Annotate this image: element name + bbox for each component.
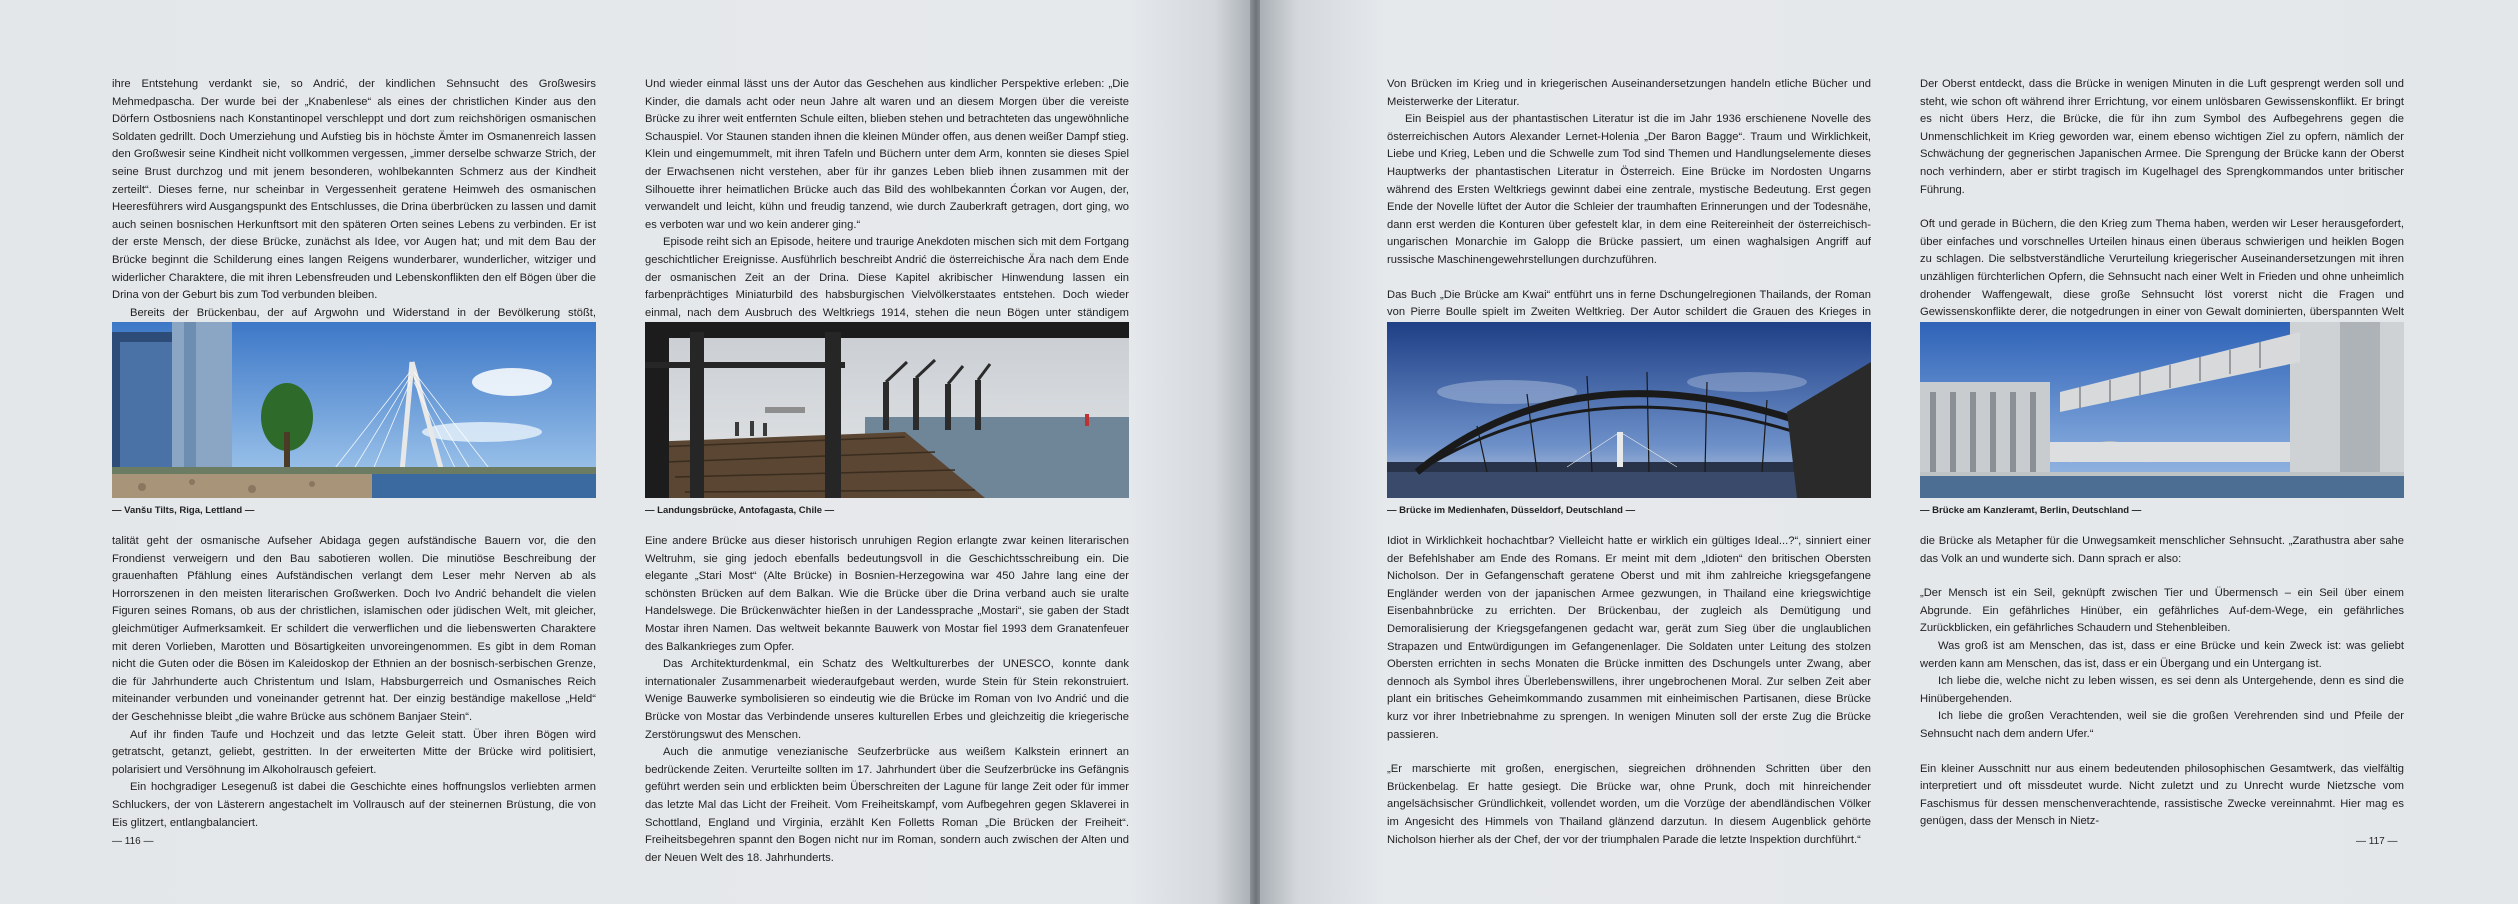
photo-medienhafen bbox=[1387, 322, 1871, 498]
paragraph: Eine andere Brücke aus dieser historisch unruhigen Region erlangte zwar keinen literarischen Weltruhm, sie ging jedoch ebenfalls bedeutungsvoll in die Geschichtsschreibung ein. Die elegante „Stari Most“ (Alte Brücke) in Bosnien-Herzegowina war 450 Jahre lang eine der schönsten Brücken auf dem Balkan. Wie die Brücke über die Drina verband auch sie uralte Handelswege. Die Brückenwächter hießen in der Landessprache „Mostari“, sie gaben der Stadt Mostar ihren Namen. Das weltweit bekannte Bauwerk von Mostar fiel 1993 dem Granatenfeuer des Balkankrieges zum Opfer. bbox=[645, 535, 1129, 653]
right-col3-top bbox=[1387, 76, 1871, 357]
photo-caption: — Landungsbrücke, Antofagasta, Chile — bbox=[645, 505, 835, 516]
paragraph: Ein Beispiel aus der phantastischen Literatur ist die im Jahr 1936 erschienene Novelle des österreichischen Autors Alexander Lernet-Holenia „Der Baron Bagge“. Traum und Wirklichkeit, Liebe und Krieg, Leben und die Schwelle zum Tod sind Themen und Handlungselemente dieses Hauptwerks der phantastischen Literatur in Österreich. Eine Brücke im Nordosten Ungarns während des Ersten Weltkriegs gewinnt dabei eine zentrale, mystische Bedeutung. Erst gegen Ende der Novelle lüftet der Autor die Schleier der traumhaften Erinnerungen und der Todesnähe, dann erst werden die Konturen über gefestelt klar, in dem eine Reitereinheit der österreichisch-ungarischen Monarchie im Galopp die Brücke passiert, um einen waghalsigen Angriff auf russische Maschinengewehrstellungen durchzuführen. bbox=[1387, 113, 1871, 266]
right-col3-bottom bbox=[1387, 533, 1871, 849]
paragraph: Das Architekturdenkmal, ein Schatz des Weltkulturerbes der UNESCO, konnte dank internationaler Zusammenarbeit wiederaufgebaut werden, wurde Stein für Stein rekonstruiert. Wenige Bauwerke symbolisieren so eindeutig wie die Brücke im Roman von Ivo Andrić und die Brücke von Mostar das Verbindende unseres kulturellen Erbes und gleichzeitig die kriegerische Zerstörungswut des Menschen. bbox=[645, 658, 1129, 741]
left-col2-bottom bbox=[645, 533, 1129, 867]
page-number: — 117 — bbox=[2356, 836, 2398, 847]
paragraph: die Brücke als Metapher für die Unwegsamkeit menschlicher Sehnsucht. „Zarathustra aber sahe das Volk an und wunderte sich. Dann sprach er also: bbox=[1920, 535, 2404, 565]
left-page bbox=[0, 0, 1252, 904]
photo-kanzleramt bbox=[1920, 322, 2404, 498]
bridge-photo-image bbox=[112, 322, 596, 498]
paragraph: Auf ihr finden Taufe und Hochzeit und das letzte Geleit statt. Über ihren Bögen wird getratscht, getanzt, geliebt, gestritten. In der erweiterten Mitte der Brücke wird politisiert, polarisiert und Versöhnung im Alkoholrausch gefeiert. bbox=[112, 728, 596, 776]
paragraph: Ein kleiner Ausschnitt nur aus einem bedeutenden philosophischen Gesamtwerk, das vielfältig interpretiert und oft missdeutet wurde. Nicht zuletzt und zu Unrecht wurde Nietzsche vom Faschismus für dessen menschenverachtende, rassistische Zwecke vereinnahmt. Hier mag es genügen, dass der Mensch in Nietz- bbox=[1920, 762, 2404, 828]
footbridge-photo-image bbox=[1920, 322, 2404, 498]
quote-paragraph: „Er marschierte mit großen, energischen, siegreichen dröhnenden Schritten über den Brückenbelag. Er hatte gesiegt. Die Brücke war, ohne Prunk, doch mit hinreichender angelsächsischer Gründlichkeit, vollendet worden, um die Vorzüge der abendländischen Völker im Angesicht des Himmels von Thailand glänzend darzutun. In diesem Augenblick gehörte Nicholson hierher als der Chef, der vor der triumphalen Parade die letzte Inspektion durchführt.“ bbox=[1387, 763, 1871, 846]
paragraph: Oft und gerade in Büchern, die den Krieg zum Thema haben, werden wir Leser herausgefordert, über einfaches und vorschnelles Urteilen hinaus einen überaus schwierigen und heiklen Bogen zu schlagen. Die selbstverständliche Verurteilung kriegerischer Auseinandersetzungen mit ihren unzähligen fürchterlichen Opfern, die Sehnsucht nach einer Welt in Frieden und ohne unheimlich drohender Waffengewalt, diese große Sehnsucht löst vorerst nicht die Fragen und Gewissenskonflikte derer, die notgedrungen in einer von Gewalt dominierten, überspannten Welt bbox=[1920, 218, 2404, 319]
right-page bbox=[1260, 0, 2518, 904]
pier-photo-image bbox=[645, 322, 1129, 498]
paragraph: Episode reiht sich an Episode, heitere und traurige Anekdoten mischen sich mit dem Fortgang geschichtlicher Ereignisse. Ausführlich beschreibt Andrić die österreichische Ära nach dem Ende der osmanischen Zeit an der Drina. Diese Kapitel akribischer Hinwendung lassen ein farbenprächtiges Miniaturbild des habsburgischen Vielvölkerstaates entstehen. Doch wieder einmal, nach dem Ausbruch des Weltkriegs 1914, stehen die neun Bögen unter ständigem bbox=[645, 236, 1129, 319]
left-col2-top bbox=[645, 76, 1129, 358]
quote-paragraph: Ich liebe die großen Verachtenden, weil sie die großen Verehrenden sind und Pfeile der Sehnsucht nach dem andern Ufer.“ bbox=[1920, 710, 2404, 740]
paragraph: talität geht der osmanische Aufseher Abidaga gegen aufständische Bauern vor, die den Frondienst verweigern und den Bau sabotieren wollen. Die minutiöse Beschreibung der grauenhaften Pfählung eines Aufständischen verlangt dem Leser mehr Nerven ab als Horrorszenen in den meisten literarischen Großwerken. Doch Ivo Andrić behandelt die vielen Figuren seines Romans, ob aus der christlichen, islamischen oder jüdischen Welt, mit gleicher, gleichmütiger Aufmerksamkeit. Er schildert die verwerflichen und die liebenswerten Charaktere mit deren Vorlieben, Marotten und Bösartigkeiten unvoreingenommen. Es gibt in dem Roman nicht die Guten oder die Bösen im Kaleidoskop der Ethnien an der bosnisch-serbischen Grenze, die für Jahrhunderte auch Christentum und Islam, Habsburgerreich und Osmanisches Reich miteinander verbunden und voneinander getrennt hat. Der einzig beständige makellose „Held“ der Geschehnisse bleibt „die wahre Brücke aus schönem Banjaer Stein“. bbox=[112, 535, 596, 723]
arch-bridge-photo-image bbox=[1387, 322, 1871, 498]
quote-paragraph: „Der Mensch ist ein Seil, geknüpft zwischen Tier und Übermensch – ein Seil über einem Abgrunde. Ein gefährliches Hinüber, ein gefährliches Auf-dem-Wege, ein gefährliches Zurückblicken, ein gefährliches Schaudern und Stehenbleiben. bbox=[1920, 587, 2404, 635]
left-col1-bottom bbox=[112, 533, 596, 832]
paragraph: Idiot in Wirklichkeit hochachtbar? Vielleicht hatte er wirklich ein gültiges Ideal...?“, sinniert einer der Befehlshaber am Ende des Romans. Er meint mit dem „Idioten“ den britischen Obersten Nicholson. Der in Gefangenschaft geratene Oberst und mit ihm zahlreiche kriegsgefangene Engländer werden von der japanischen Armee gezwungen, in Thailand eine kriegswichtige Eisenbahnbrücke zu errichten. Der Brückenbau, der zugleich als Demütigung und Demoralisierung der Kriegsgefangenen gedacht war, gerät zum Sieg über die unglaublichen Strapazen und Entwürdigungen im Gefangenenlager. Die Soldaten unter Leitung des stolzen Obersten errichten in sechs Monaten die Brücke inmitten des Dschungels unter Zwang, aber dennoch als Symbol ihres Überlebenswillens, ihrer ungebrochenen Moral. Zur selben Zeit aber plant ein britisches Geheimkommando zusammen mit einheimischen Partisanen, diese Brücke kurz vor ihrer Inbetriebnahme zu sprengen. In wenigen Minuten soll der erste Zug die Brücke passieren. bbox=[1387, 535, 1871, 741]
photo-landungsbruecke bbox=[645, 322, 1129, 498]
paragraph: Ein hochgradiger Lesegenuß ist dabei die Geschichte eines hoffnungslos verliebten armen Schluckers, der von Lästerern angestachelt im Vollrausch auf der steinernen Brüstung, die von Eis glitzert, entlangbalanciert. bbox=[112, 781, 596, 829]
quote-paragraph: Ich liebe die, welche nicht zu leben wissen, es sei denn als Untergehende, denn es sind die Hinübergehenden. bbox=[1920, 675, 2404, 705]
photo-caption: — Vanšu Tilts, Riga, Lettland — bbox=[112, 505, 255, 516]
photo-caption: — Brücke im Medienhafen, Düsseldorf, Deutschland — bbox=[1387, 505, 1636, 516]
left-col1-top bbox=[112, 76, 596, 358]
right-col4-bottom bbox=[1920, 533, 2404, 831]
paragraph: Auch die anmutige venezianische Seufzerbrücke aus weißem Kalkstein erinnert an bedrückende Zeiten. Verurteilte sollten im 17. Jahrhundert über die Seufzerbrücke ins Gefängnis geführt werden sein und erblickten beim Überschreiten der Lagune für lange Zeit oder für immer das letzte Mal das Licht der Freiheit. Vom Freiheitskampf, vom Aufbegehren gegen Sklaverei in Schottland, England und Virginia, erzählt Ken Folletts Roman „Die Brücken der Freiheit“. Freiheitsbegehren spannt den Bogen nicht nur im Roman, sondern auch zwischen der Alten und der Neuen Welt des 18. Jahrhunderts. bbox=[645, 746, 1129, 864]
paragraph: Das Buch „Die Brücke am Kwai“ entführt uns in ferne Dschungelregionen Thailands, der Roman von Pierre Boulle spielt im Zweiten Weltkrieg. Der Autor schildert die Grauen des Krieges in bbox=[1387, 288, 1871, 319]
quote-paragraph: Was groß ist am Menschen, das ist, dass er eine Brücke und kein Zweck ist: was geliebt werden kann am Menschen, das ist, dass er ein Übergang und ein Untergang ist. bbox=[1920, 639, 2404, 670]
right-col4-top bbox=[1920, 76, 2404, 357]
paragraph: Von Brücken im Krieg und in kriegerischen Auseinandersetzungen handeln etliche Bücher und Meisterwerke der Literatur. bbox=[1387, 78, 1871, 108]
photo-caption: — Brücke am Kanzleramt, Berlin, Deutschland — bbox=[1920, 505, 2142, 516]
photo-vansu-tilts bbox=[112, 322, 596, 498]
paragraph: Und wieder einmal lässt uns der Autor das Geschehen aus kindlicher Perspektive erleben: „Die Kinder, die damals acht oder neun Jahre alt waren und an diesem Morgen über die vereiste Brücke zu ihrer weit entfernten Schule eilten, blieben stehen und betrachteten das ungewöhnliche Schauspiel. Vor Staunen standen ihnen die kleinen Münder offen, aus denen weißer Dampf stieg. Klein und eingemummelt, mit ihren Tafeln und Büchern unter dem Arm, konnten sie dieses Spiel der Erwachsenen nicht verstehen, aber für ihr ganzes Leben blieb ihnen zusammen mit der Silhouette ihrer heimatlichen Brücke auch das Bild des wohlbekannten Ćorkan vor Augen, der, verwandelt und leicht, kühn und freudig tanzend, wie durch Zauberkraft getragen, dort ging, wo es verboten war und wo kein anderer ging.“ bbox=[645, 78, 1129, 231]
paragraph: Bereits der Brückenbau, der auf Argwohn und Widerstand in der Bevölkerung stößt, bbox=[130, 306, 596, 319]
paragraph: ihre Entstehung verdankt sie, so Andrić, der kindlichen Sehnsucht des Großwesirs Mehmedpascha. Der wurde bei der „Knabenlese“ als eines der christlichen Kinder aus den Dörfern Ostbosniens nach Konstantinopel verschleppt und dort zum reichshörigen osmanischen Soldaten gedrillt. Doch Umerziehung und Aufstieg bis in höchste Ämter im Osmanenreich lassen den Großwesir seine Kindheit nicht vollkommen vergessen, „immer derselbe schwarze Strich, der seine Brust durchzog und mit jenem besonderen, wohlbekannten Schmerz aus der Kindheit zerteilt“. Dieses ferne, nur scheinbar in Vergessenheit geratene Heimweh des osmanischen Heeresführers wird Ausgangspunkt des Entschlusses, die Drina überbrücken zu lassen und damit auch seinen bosnischen Herkunftsort mit den späteren Orten seines Lebens zu verbinden. Er ist der erste Mensch, der diese Brücke, zunächst als Idee, vor Augen hat; und mit dem Bau der Brücke beginnt die Schilderung eines langen Reigens wunderbarer, wunderlicher, witziger und widerlicher Charaktere, die mit ihren Lebensfreuden und Lebenskonflikten den elf Bögen über die Drina von der Geburt bis zum Tod verbunden bleiben. bbox=[112, 78, 596, 302]
paragraph: Der Oberst entdeckt, dass die Brücke in wenigen Minuten in die Luft gesprengt werden soll und steht, wie schon oft während ihrer Errichtung, vor einem unlösbaren Gewissenskonflikt. Er bringt es nicht übers Herz, die Brücke, die für ihn zum Symbol des Aufbegehrens gegen die Unmenschlichkeit im Krieg geworden war, einem ebenso wichtigen Ziel zu opfern, nämlich der Schwächung der gegnerischen Japanischen Armee. Die Sprengung der Brücke kann der Oberst noch verhindern, aber er stirbt tragisch im Kugelhagel des Sprengkommandos unter britischer Führung. bbox=[1920, 78, 2404, 196]
page-number: — 116 — bbox=[112, 836, 154, 847]
